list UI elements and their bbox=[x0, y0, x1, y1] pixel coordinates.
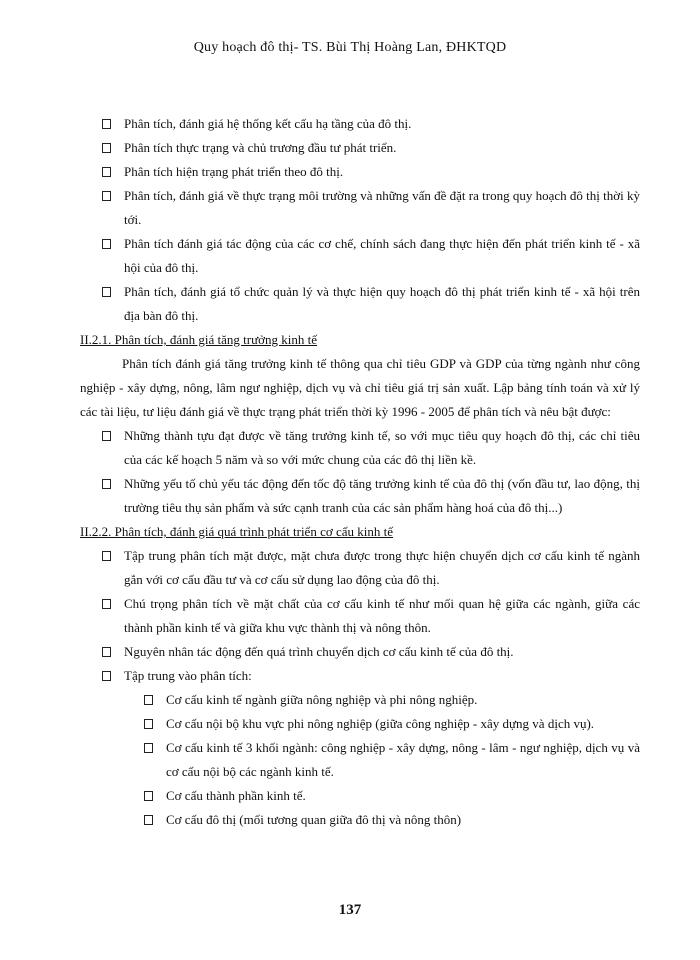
checkbox-bullet-icon bbox=[144, 791, 153, 801]
checkbox-bullet-icon bbox=[102, 239, 111, 249]
list-item bbox=[102, 472, 640, 520]
checkbox-bullet-icon bbox=[144, 743, 153, 753]
list-item bbox=[102, 424, 640, 472]
checkbox-bullet-icon bbox=[144, 815, 153, 825]
list-item bbox=[102, 664, 640, 688]
sub-list-item bbox=[144, 808, 640, 832]
list-item-text: Phân tích, đánh giá tổ chức quản lý và thực hiện quy hoạch đô thị phát triển kinh tế - xã hội trên địa bàn đô thị. bbox=[124, 284, 640, 323]
sub-list-item-text: Cơ cấu kinh tế ngành giữa nông nghiệp và phi nông nghiệp. bbox=[166, 692, 478, 707]
checkbox-bullet-icon bbox=[102, 671, 111, 681]
list-item-text: Những yếu tố chủ yếu tác động đến tốc độ tăng trưởng kinh tế của đô thị (vốn đầu tư, lao động, thị trường tiêu thụ sản phẩm và sức cạnh tranh của các sản phẩm hàng hoá của đô thị...) bbox=[124, 476, 640, 515]
checkbox-bullet-icon bbox=[144, 719, 153, 729]
checkbox-bullet-icon bbox=[102, 287, 111, 297]
checkbox-bullet-icon bbox=[102, 431, 111, 441]
sub-list-item-text: Cơ cấu nội bộ khu vực phi nông nghiệp (giữa công nghiệp - xây dựng và dịch vụ). bbox=[166, 716, 595, 731]
list-item-text: Phân tích đánh giá tác động của các cơ chế, chính sách đang thực hiện đến phát triển kinh tế - xã hội của đô thị. bbox=[124, 236, 640, 275]
list-item bbox=[102, 160, 640, 184]
list-item-text: Phân tích thực trạng và chủ trương đầu tư phát triển. bbox=[124, 140, 397, 155]
checkbox-bullet-icon bbox=[102, 167, 111, 177]
list-item-text: Phân tích, đánh giá về thực trạng môi trường và những vấn đề đặt ra trong quy hoạch đô thị thời kỳ tới. bbox=[124, 188, 640, 227]
list-item-text: Phân tích, đánh giá hệ thống kết cấu hạ tầng của đô thị. bbox=[124, 116, 412, 131]
list-item-text: Phân tích hiện trạng phát triển theo đô thị. bbox=[124, 164, 344, 179]
list-item bbox=[102, 640, 640, 664]
checkbox-bullet-icon bbox=[102, 599, 111, 609]
sub-list-item bbox=[144, 784, 640, 808]
sub-list-item bbox=[144, 736, 640, 784]
page-content bbox=[80, 112, 640, 832]
checkbox-bullet-icon bbox=[102, 479, 111, 489]
sub-list-item bbox=[144, 688, 640, 712]
list-item bbox=[102, 232, 640, 280]
checkbox-bullet-icon bbox=[144, 695, 153, 705]
list-item-text: Nguyên nhân tác động đến quá trình chuyển dịch cơ cấu kinh tế của đô thị. bbox=[124, 644, 514, 659]
sub-list-item-text: Cơ cấu kinh tế 3 khối ngành: công nghiệp - xây dựng, nông - lâm - ngư nghiệp, dịch vụ và cơ cấu nội bộ các ngành kinh tế. bbox=[166, 740, 640, 779]
list-item bbox=[102, 280, 640, 328]
running-header: Quy hoạch đô thị- TS. Bùi Thị Hoàng Lan, ĐHKTQD bbox=[193, 40, 507, 55]
list-item bbox=[102, 184, 640, 232]
checkbox-bullet-icon bbox=[102, 647, 111, 657]
list-item bbox=[102, 112, 640, 136]
list-item-text: Những thành tựu đạt được về tăng trưởng kinh tế, so với mục tiêu quy hoạch đô thị, các chỉ tiêu của các kế hoạch 5 năm và so với mức chung của các đô thị liền kề. bbox=[124, 428, 640, 467]
list-item-text: Chú trọng phân tích về mặt chất của cơ cấu kinh tế như mối quan hệ giữa các ngành, giữa các thành phần kinh tế và giữa khu vực thành thị và nông thôn. bbox=[124, 596, 640, 635]
checkbox-bullet-icon bbox=[102, 191, 111, 201]
list-item-text: Tập trung vào phân tích: bbox=[124, 668, 252, 683]
list-item bbox=[102, 544, 640, 592]
section-heading-2-2-1: II.2.1. Phân tích, đánh giá tăng trưởng kinh tế bbox=[80, 332, 318, 347]
sub-list-item bbox=[144, 712, 640, 736]
list-item-text: Tập trung phân tích mặt được, mặt chưa được trong thực hiện chuyển dịch cơ cấu kinh tế ngành gắn với cơ cấu đầu tư và cơ cấu sử dụng lao động của đô thị. bbox=[124, 548, 640, 587]
section-paragraph: Phân tích đánh giá tăng trưởng kinh tế thông qua chỉ tiêu GDP và GDP của từng ngành như công nghiệp - xây dựng, nông, lâm ngư nghiệp, dịch vụ và chỉ tiêu giá trị sản xuất. Lập bảng tính toán và xử lý các tài liệu, tư liệu đánh giá về thực trạng phát triển thời kỳ 1996 - 2005 để phân tích và nêu bật được: bbox=[80, 356, 640, 419]
list-item bbox=[102, 592, 640, 640]
checkbox-bullet-icon bbox=[102, 551, 111, 561]
checkbox-bullet-icon bbox=[102, 143, 111, 153]
sub-list-item-text: Cơ cấu đô thị (mối tương quan giữa đô thị và nông thôn) bbox=[166, 812, 462, 827]
sub-list-item-text: Cơ cấu thành phần kinh tế. bbox=[166, 788, 306, 803]
checkbox-bullet-icon bbox=[102, 119, 111, 129]
page-number: 137 bbox=[338, 902, 362, 918]
section-heading-2-2-2: II.2.2. Phân tích, đánh giá quá trình phát triển cơ cấu kinh tế bbox=[80, 524, 394, 539]
list-item bbox=[102, 136, 640, 160]
